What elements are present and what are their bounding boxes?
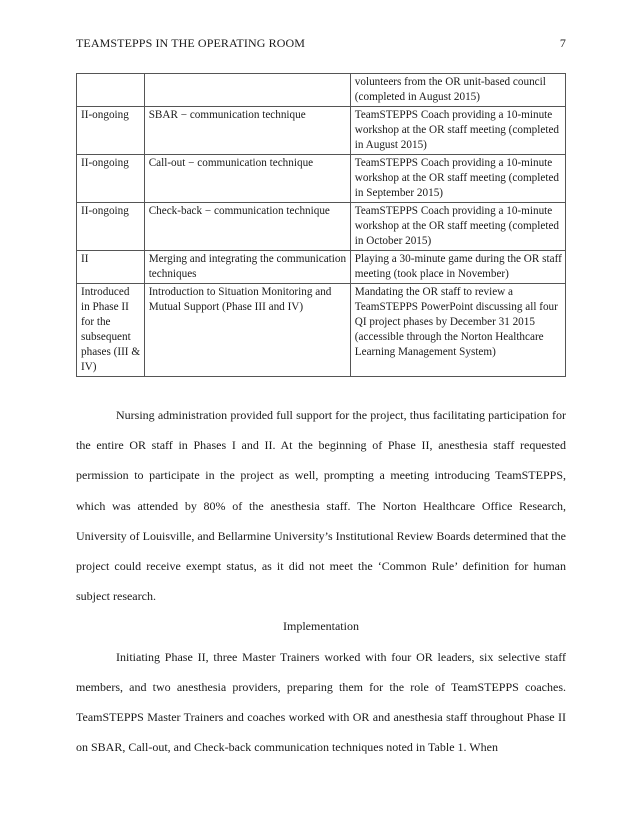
running-head bbox=[76, 36, 566, 51]
body-text bbox=[76, 400, 566, 762]
table-row bbox=[77, 74, 566, 107]
table-cell: II-ongoing bbox=[77, 107, 145, 155]
table-cell: SBAR − communication technique bbox=[144, 107, 350, 155]
table-cell: TeamSTEPPS Coach providing a 10-minute workshop at the OR staff meeting (completed in August 2015) bbox=[350, 107, 565, 155]
table-cell: Call-out − communication technique bbox=[144, 155, 350, 203]
table-cell bbox=[77, 74, 145, 107]
section-heading: Implementation bbox=[283, 619, 359, 634]
table-row bbox=[77, 203, 566, 251]
table-cell: Mandating the OR staff to review a TeamSTEPPS PowerPoint discussing all four QI project phases by December 31 2015 (accessible through the Norton Healthcare Learning Management System) bbox=[350, 284, 565, 377]
table-cell: Check-back − communication technique bbox=[144, 203, 350, 251]
table-row bbox=[77, 284, 566, 377]
table-cell: Merging and integrating the communication techniques bbox=[144, 251, 350, 284]
table-cell: Introduced in Phase II for the subsequent phases (III & IV) bbox=[77, 284, 145, 377]
page-number: 7 bbox=[559, 36, 566, 50]
table-cell: II-ongoing bbox=[77, 203, 145, 251]
table-cell: II bbox=[77, 251, 145, 284]
table-row bbox=[77, 155, 566, 203]
table-row bbox=[77, 107, 566, 155]
table-cell: Playing a 30-minute game during the OR staff meeting (took place in November) bbox=[350, 251, 565, 284]
paragraph: Nursing administration provided full support for the project, thus facilitating participation for the entire OR staff in Phases I and II. At the beginning of Phase II, anesthesia staff requested permission to participate in the project as well, prompting a meeting introducing TeamSTEPPS, which was attended by 80% of the anesthesia staff. The Norton Healthcare Office Research, University of Louisville, and Bellarmine University’s Institutional Review Boards determined that the project could receive exempt status, as it did not meet the ‘Common Rule’ definition for human subject research. bbox=[76, 408, 566, 604]
project-phase-table bbox=[76, 73, 566, 377]
table-cell: TeamSTEPPS Coach providing a 10-minute workshop at the OR staff meeting (completed in September 2015) bbox=[350, 155, 565, 203]
table-cell: volunteers from the OR unit-based council (completed in August 2015) bbox=[350, 74, 565, 107]
table-cell: TeamSTEPPS Coach providing a 10-minute workshop at the OR staff meeting (completed in October 2015) bbox=[350, 203, 565, 251]
table-row bbox=[77, 251, 566, 284]
paragraph: Initiating Phase II, three Master Trainers worked with four OR leaders, six selective staff members, and two anesthesia providers, preparing them for the role of TeamSTEPPS coaches. TeamSTEPPS Master Trainers and coaches worked with OR and anesthesia staff throughout Phase II on SBAR, Call-out, and Check-back communication techniques noted in Table 1. When bbox=[76, 649, 566, 755]
table-cell bbox=[144, 74, 350, 107]
table-cell: II-ongoing bbox=[77, 155, 145, 203]
table-cell: Introduction to Situation Monitoring and Mutual Support (Phase III and IV) bbox=[144, 284, 350, 377]
running-title: TEAMSTEPPS IN THE OPERATING ROOM bbox=[76, 36, 305, 50]
